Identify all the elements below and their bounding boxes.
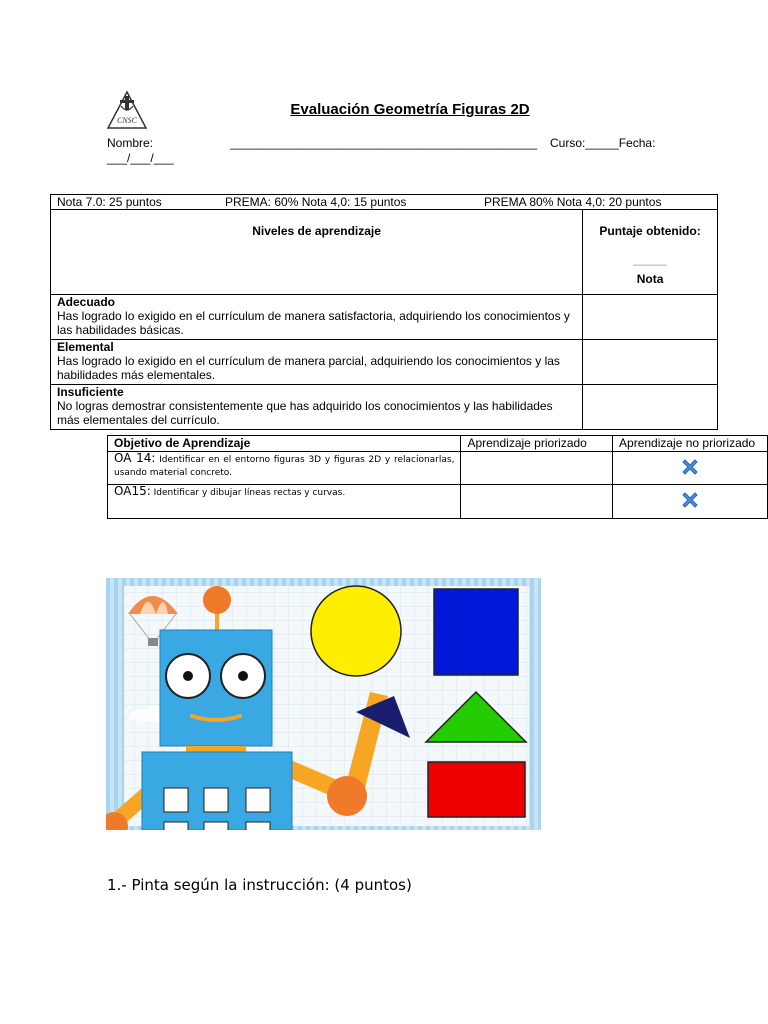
objective-row: OA 14: Identificar en el entorno figuras 3D y figuras 2D y relacionarlas, usando material concreto. xyxy=(108,452,461,485)
blue-x-icon xyxy=(679,489,701,511)
logo-text: CNSC xyxy=(116,116,138,125)
nota7-label: Nota 7.0: 25 puntos xyxy=(57,195,162,209)
puntaje-label: Puntaje obtenido: xyxy=(599,224,701,238)
grading-header-row xyxy=(51,195,718,210)
nombre-line[interactable]: ______________________________________________ xyxy=(230,136,537,150)
obj-header-objetivo: Objetivo de Aprendizaje xyxy=(108,436,461,452)
score-cell[interactable] xyxy=(583,295,718,340)
prema80-label: PREMA 80% Nota 4,0: 20 puntos xyxy=(484,195,662,209)
prema60-label: PREMA: 60% Nota 4,0: 15 puntos xyxy=(225,195,407,209)
blue-x-icon xyxy=(679,456,701,478)
objective-row: OA15: Identificar y dibujar líneas rectas y curvas. xyxy=(108,485,461,519)
level-insuficiente: Insuficiente No logras demostrar consistentemente que has adquirido los conocimientos y las habilidades más elementales del currículo. xyxy=(51,385,583,430)
page-title: Evaluación Geometría Figuras 2D xyxy=(290,101,530,118)
puntaje-cell xyxy=(583,210,718,295)
school-logo xyxy=(106,90,148,132)
obj-header-no-priorizado: Aprendizaje no priorizado xyxy=(613,436,768,452)
no-priorizado-cell[interactable] xyxy=(613,452,768,485)
curso-fecha-label: Curso:_____Fecha: xyxy=(550,136,656,150)
nota-label: Nota xyxy=(636,272,664,286)
puntaje-blank[interactable]: _____ xyxy=(633,252,667,266)
niveles-header: Niveles de aprendizaje xyxy=(51,210,583,295)
blue-square xyxy=(434,589,518,675)
red-rectangle xyxy=(428,762,525,817)
no-priorizado-cell[interactable] xyxy=(613,485,768,519)
priorizado-cell[interactable] xyxy=(461,485,613,519)
priorizado-cell[interactable] xyxy=(461,452,613,485)
grading-table xyxy=(50,194,718,430)
robot-shapes-illustration xyxy=(106,578,541,830)
score-cell[interactable] xyxy=(583,340,718,385)
objectives-table xyxy=(107,435,768,519)
nombre-label: Nombre: xyxy=(107,136,154,150)
level-adecuado: Adecuado Has logrado lo exigido en el currículum de manera satisfactoria, adquiriendo los conocimientos y las habilidades básicas. xyxy=(51,295,583,340)
yellow-circle xyxy=(311,586,401,676)
robot-joint xyxy=(327,776,367,816)
obj-header-priorizado: Aprendizaje priorizado xyxy=(461,436,613,452)
question-1: 1.- Pinta según la instrucción: (4 puntos) xyxy=(107,876,412,894)
level-elemental: Elemental Has logrado lo exigido en el currículum de manera parcial, adquiriendo los conocimientos y las habilidades más elementales. xyxy=(51,340,583,385)
score-cell[interactable] xyxy=(583,385,718,430)
date-line[interactable]: ___/___/___ xyxy=(107,151,174,165)
